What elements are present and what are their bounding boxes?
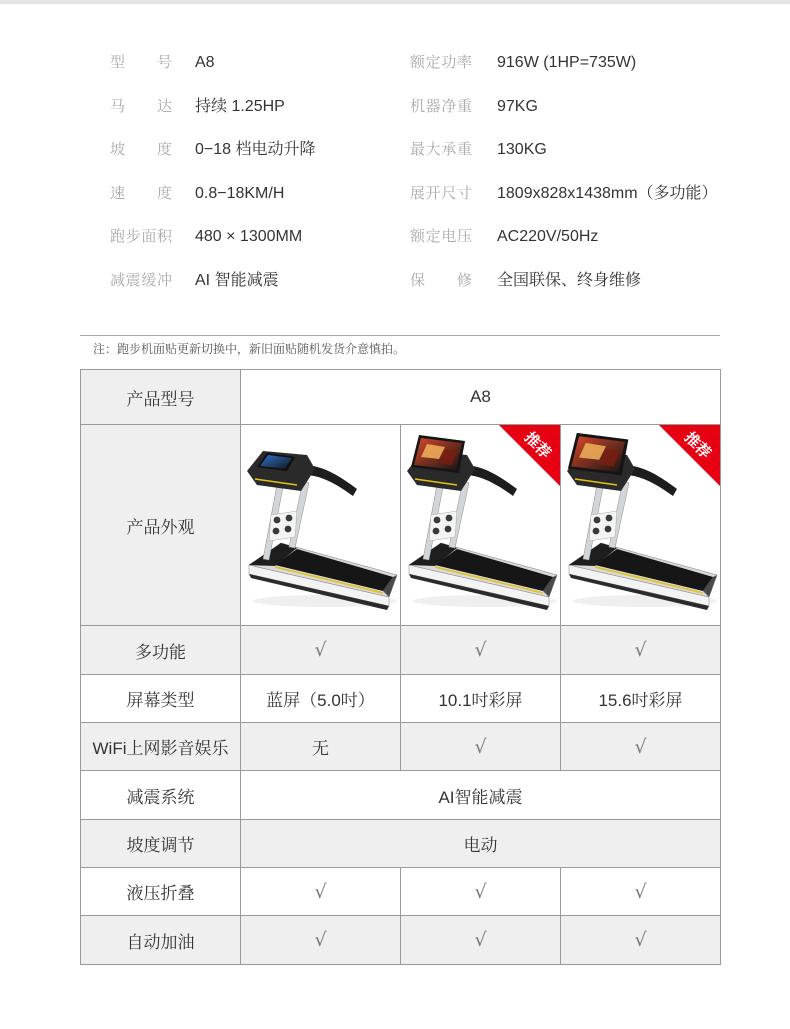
treadmill-tablet-screen (411, 435, 465, 473)
spec-label: 跑步面积 (110, 228, 172, 245)
row-label: 自动加油 (81, 916, 241, 965)
table-cell: 电动 (241, 820, 721, 868)
product-image-cell (561, 425, 721, 626)
table-cell: √ (561, 916, 721, 965)
row-label: 多功能 (81, 626, 241, 675)
row-screen-type (81, 675, 721, 723)
spec-label: 马 达 (110, 97, 172, 115)
spec-label: 额定功率 (410, 54, 472, 71)
recommend-badge (499, 425, 561, 487)
row-multifunction (81, 626, 721, 675)
table-cell: 无 (241, 723, 401, 771)
sticker-note: 注：跑步机面贴更新切换中，新旧面贴随机发货介意慎拍。 (93, 342, 406, 356)
spec-value: AI 智能减震 (195, 271, 279, 289)
section-divider (80, 335, 720, 336)
treadmill-tablet-screen (568, 433, 628, 476)
spec-value: A8 (195, 54, 215, 71)
table-cell: √ (241, 626, 401, 675)
spec-value: 480 × 1300MM (195, 228, 303, 245)
row-incline (81, 820, 721, 868)
spec-label: 展开尺寸 (410, 184, 472, 202)
treadmill-image (401, 425, 561, 625)
table-cell: 10.1吋彩屏 (401, 675, 561, 723)
row-label: WiFi上网影音娱乐 (81, 723, 241, 771)
spec-value: AC220V/50Hz (497, 228, 599, 245)
row-shock-absorption (81, 771, 721, 820)
badge-text: 推荐 (680, 429, 714, 463)
comparison-table (80, 369, 721, 965)
top-divider-bar (0, 0, 790, 4)
table-cell: √ (401, 868, 561, 916)
table-cell: √ (401, 723, 561, 771)
row-label: 产品型号 (81, 370, 241, 425)
treadmill-image (241, 425, 401, 625)
row-hydraulic-fold (81, 868, 721, 916)
spec-label: 机器净重 (410, 97, 472, 115)
spec-value: 130KG (497, 141, 547, 158)
row-wifi (81, 723, 721, 771)
table-cell: √ (401, 916, 561, 965)
row-label: 产品外观 (81, 425, 241, 626)
spec-label: 保 修 (410, 271, 472, 289)
spec-label: 额定电压 (410, 228, 472, 245)
product-image-cell (401, 425, 561, 626)
table-cell: √ (561, 868, 721, 916)
table-cell: 15.6吋彩屏 (561, 675, 721, 723)
spec-row (0, 85, 790, 129)
table-cell: √ (561, 723, 721, 771)
spec-label: 型 号 (110, 54, 172, 71)
recommend-badge (659, 425, 721, 487)
treadmill-accessory-knobs (589, 511, 617, 541)
spec-row (0, 172, 790, 216)
spec-row (0, 215, 790, 259)
badge-text: 推荐 (520, 429, 554, 463)
row-appearance (81, 425, 721, 626)
row-label: 屏幕类型 (81, 675, 241, 723)
table-cell: 蓝屏（5.0吋） (241, 675, 401, 723)
spec-row (0, 128, 790, 172)
model-value: A8 (241, 370, 721, 425)
spec-value: 全国联保、终身维修 (497, 271, 642, 289)
spec-label: 最大承重 (410, 141, 472, 158)
treadmill-accessory-knobs (429, 511, 457, 541)
spec-list (0, 41, 790, 302)
table-cell: √ (241, 916, 401, 965)
table-cell: √ (401, 626, 561, 675)
spec-value: 97KG (497, 97, 538, 115)
spec-value: 0−18 档电动升降 (195, 141, 316, 158)
row-auto-lube (81, 916, 721, 965)
spec-row (0, 259, 790, 303)
table-cell: √ (241, 868, 401, 916)
spec-value: 916W (1HP=735W) (497, 54, 637, 71)
row-label: 坡度调节 (81, 820, 241, 868)
product-image-cell (241, 425, 401, 626)
spec-label: 速 度 (110, 184, 172, 202)
table-cell: √ (561, 626, 721, 675)
treadmill-image (561, 425, 721, 625)
spec-label: 坡 度 (110, 141, 172, 158)
spec-label: 减震缓冲 (110, 271, 172, 289)
table-cell: AI智能减震 (241, 771, 721, 820)
row-label: 液压折叠 (81, 868, 241, 916)
spec-value: 0.8−18KM/H (195, 184, 285, 202)
spec-value: 持续 1.25HP (195, 97, 285, 115)
row-model (81, 370, 721, 425)
treadmill-accessory-knobs (269, 511, 297, 541)
spec-row (0, 41, 790, 85)
spec-value: 1809x828x1438mm（多功能） (497, 184, 718, 202)
row-label: 减震系统 (81, 771, 241, 820)
